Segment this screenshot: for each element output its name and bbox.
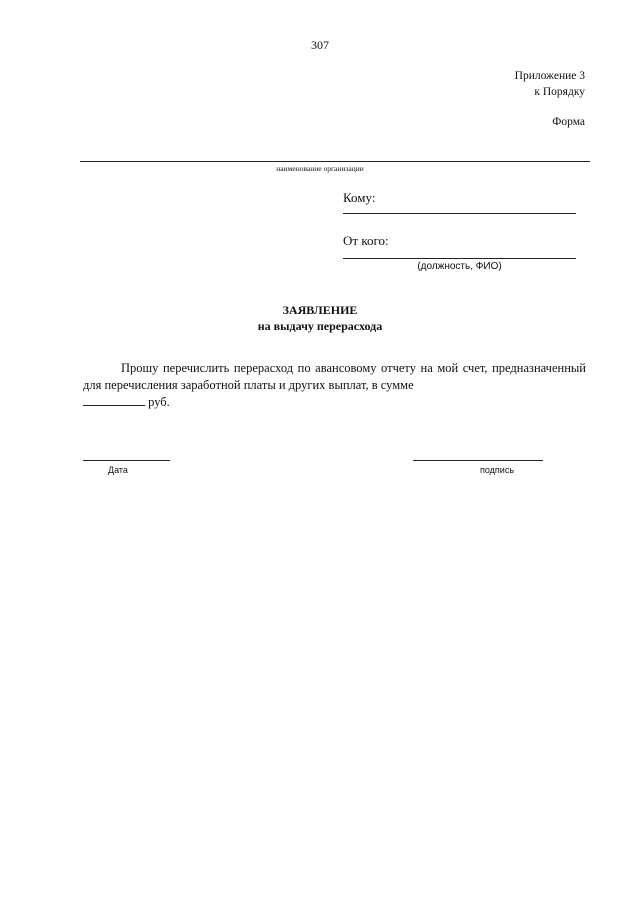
appendix-line-2: к Порядку bbox=[534, 86, 585, 98]
amount-field[interactable] bbox=[83, 394, 145, 406]
currency-label: руб. bbox=[148, 395, 170, 409]
signature-line[interactable] bbox=[413, 460, 543, 461]
body-text: Прошу перечислить перерасход по авансовому отчету на мой счет, предназначенный для перечисления заработной платы и других выплат, в сумме bbox=[83, 361, 586, 392]
form-label: Форма bbox=[552, 116, 585, 128]
to-label: Кому: bbox=[343, 190, 376, 205]
organization-name-caption: наименование организации bbox=[276, 164, 364, 173]
to-field-line[interactable] bbox=[343, 213, 576, 214]
from-label: От кого: bbox=[343, 233, 389, 248]
date-line[interactable] bbox=[83, 460, 170, 461]
date-label: Дата bbox=[108, 465, 128, 475]
position-name-caption: (должность, ФИО) bbox=[417, 261, 502, 272]
organization-name-line bbox=[80, 161, 590, 162]
from-field-line[interactable] bbox=[343, 258, 576, 259]
signature-label: подпись bbox=[480, 465, 515, 475]
page-number: 307 bbox=[311, 38, 329, 52]
appendix-reference bbox=[515, 68, 585, 100]
title-main: ЗАЯВЛЕНИЕ bbox=[282, 303, 358, 317]
application-body bbox=[83, 360, 586, 411]
appendix-line-1: Приложение 3 bbox=[514, 70, 585, 82]
title-sub: на выдачу перерасхода bbox=[257, 319, 383, 333]
document-title bbox=[0, 302, 640, 334]
